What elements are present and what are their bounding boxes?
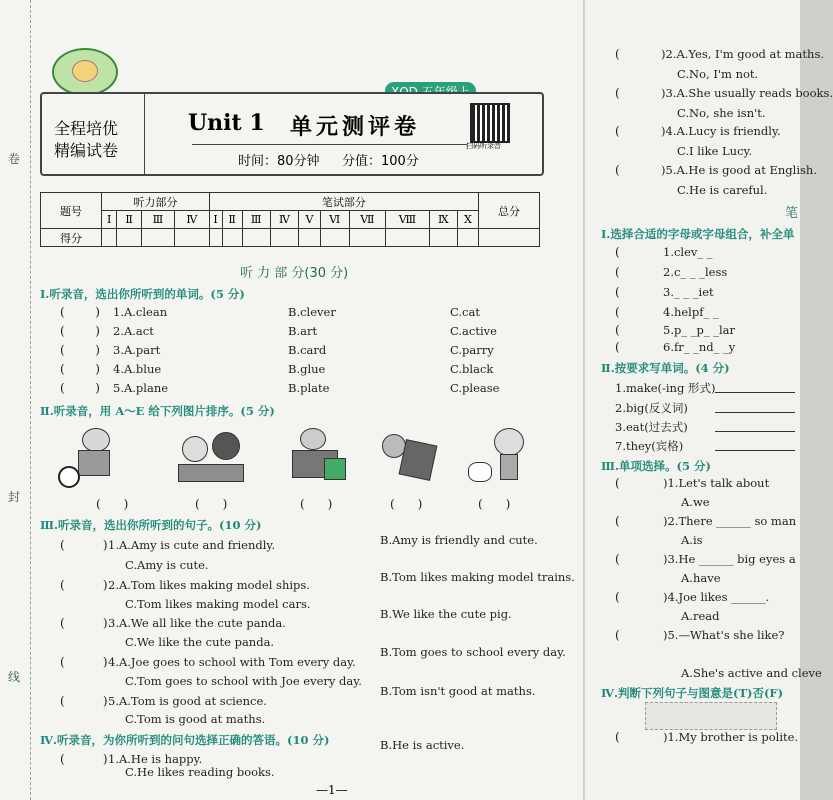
answer-line[interactable] — [715, 431, 795, 432]
option-a: 4.A.Joe goes to school with Tom every day. — [108, 655, 356, 669]
score-cell[interactable] — [141, 229, 174, 247]
answer-paren[interactable]: ( — [615, 552, 620, 566]
col-header: Ⅲ — [141, 211, 174, 229]
w-section-3-title: Ⅲ.单项选择。(5 分) — [601, 459, 711, 473]
option-a: 2.A.act — [113, 324, 154, 338]
page-number: —1— — [316, 783, 348, 797]
col-header: Ⅹ — [457, 211, 478, 229]
answer-paren[interactable]: ( — [615, 124, 620, 138]
section-3-title: Ⅲ.听录音，选出你所听到的句子。(10 分) — [40, 518, 262, 532]
order-paren[interactable]: ( ) — [390, 497, 423, 511]
fill-item: 2.c_ _ _less — [663, 265, 728, 279]
question: )3.He ______ big eyes a — [663, 552, 796, 566]
order-paren[interactable]: ( ) — [195, 497, 228, 511]
answer-line[interactable] — [715, 412, 795, 413]
option-a: 5.A.Tom is good at science. — [108, 694, 267, 708]
two-kids-picture — [178, 428, 248, 486]
score-cell[interactable] — [175, 229, 210, 247]
option-a: )4.A.Lucy is friendly. — [661, 124, 781, 138]
question: )5.—What's she like? — [663, 628, 785, 642]
fill-item: 1.clev_ _ — [663, 245, 713, 259]
answer-paren[interactable]: ( — [615, 245, 620, 259]
option-a: 2.A.Tom likes making model ships. — [108, 578, 310, 592]
answer-paren[interactable]: ( ) — [60, 343, 100, 357]
gutter-char: 线 — [8, 670, 21, 684]
option-a: A.is — [681, 533, 703, 547]
qr-caption: 扫码听录音 — [466, 142, 501, 150]
answer-paren[interactable]: ( ) — [60, 305, 100, 319]
option-c: C.We like the cute panda. — [125, 635, 275, 649]
score-cell[interactable] — [222, 229, 242, 247]
option-a: )2.A.Yes, I'm good at maths. — [661, 47, 824, 61]
answer-paren[interactable]: ( — [615, 163, 620, 177]
answer-paren[interactable]: ( — [615, 476, 620, 490]
option-c: C.Tom likes making model cars. — [125, 597, 311, 611]
option-c: C.He is careful. — [677, 183, 768, 197]
w-section-4-title: Ⅳ.判断下列句子与图意是(T)否(F) — [601, 686, 784, 700]
label-tihao: 题号 — [41, 193, 102, 229]
boy-soccer-picture — [58, 428, 128, 486]
score-cell[interactable] — [242, 229, 270, 247]
option-b: B.art — [288, 324, 318, 338]
series-line2: 精编试卷 — [54, 141, 119, 160]
score-cell[interactable] — [299, 229, 320, 247]
option-a: 1.A.clean — [113, 305, 168, 319]
score-cell[interactable] — [320, 229, 349, 247]
option-c: C.No, she isn't. — [677, 106, 766, 120]
order-paren[interactable]: ( ) — [478, 497, 511, 511]
answer-paren[interactable]: ( — [615, 514, 620, 528]
option-a: 1.A.He is happy. — [108, 752, 203, 766]
label-defen: 得分 — [41, 229, 102, 247]
w-section-2-title: Ⅱ.按要求写单词。(4 分) — [601, 361, 730, 375]
col-header: Ⅴ — [299, 211, 320, 229]
picture-placeholder — [645, 702, 777, 730]
option-a: )5.A.He is good at English. — [661, 163, 817, 177]
answer-line[interactable] — [715, 392, 795, 393]
listening-heading: 听 力 部 分(30 分) — [240, 266, 349, 281]
order-paren[interactable]: ( ) — [300, 497, 333, 511]
col-header: Ⅸ — [429, 211, 457, 229]
word-task: 3.eat(过去式) — [615, 420, 688, 434]
order-paren[interactable]: ( ) — [96, 497, 129, 511]
option-c: C.He likes reading books. — [125, 765, 275, 779]
answer-paren[interactable]: ( — [615, 590, 620, 604]
score-cell[interactable] — [102, 229, 117, 247]
fill-item: 6.fr_ _nd_ _y — [663, 340, 736, 354]
option-b: B.We like the cute pig. — [380, 607, 512, 621]
col-header: Ⅰ — [209, 211, 222, 229]
answer-paren[interactable]: ( ) — [60, 578, 108, 592]
kids-playing-picture — [372, 428, 442, 486]
answer-paren[interactable]: ( — [615, 305, 620, 319]
total-label: 总分 — [479, 193, 540, 229]
option-a: )3.A.She usually reads books. — [661, 86, 833, 100]
section-2-title: Ⅱ.听录音，用 A～E 给下列图片排序。(5 分) — [40, 404, 275, 418]
option-c: C.No, I'm not. — [677, 67, 759, 81]
option-c: C.Tom goes to school with Joe every day. — [125, 674, 362, 688]
w-section-1-title: Ⅰ.选择合适的字母或字母组合，补全单 — [601, 227, 795, 241]
answer-paren[interactable]: ( — [615, 86, 620, 100]
option-b: B.clever — [288, 305, 336, 319]
option-a: 1.A.Amy is cute and friendly. — [108, 538, 276, 552]
listening-label: 听力部分 — [102, 193, 210, 211]
option-a: A.have — [681, 571, 721, 585]
statement: )1.My brother is polite. — [663, 730, 799, 744]
score-cell[interactable] — [270, 229, 299, 247]
option-c: C.black — [450, 362, 494, 376]
score-cell[interactable] — [386, 229, 430, 247]
answer-paren[interactable]: ( ) — [60, 616, 108, 630]
question: )2.There ______ so man — [663, 514, 797, 528]
option-b: B.card — [288, 343, 327, 357]
option-b: B.He is active. — [380, 738, 465, 752]
option-c: C.cat — [450, 305, 480, 319]
binding-gutter — [0, 0, 31, 800]
answer-paren[interactable]: ( — [615, 340, 620, 354]
answer-paren[interactable]: ( — [615, 730, 620, 744]
option-b: B.Tom isn't good at maths. — [380, 684, 536, 698]
word-task: 7.they(宾格) — [615, 439, 684, 453]
option-b: B.glue — [288, 362, 326, 376]
answer-paren[interactable]: ( ) — [60, 381, 100, 395]
fill-item: 4.helpf_ _ — [663, 305, 719, 319]
answer-paren[interactable]: ( — [615, 47, 620, 61]
section-4-title: Ⅳ.听录音，为你所听到的问句选择正确的答语。(10 分) — [40, 733, 330, 747]
question: )4.Joe likes ______. — [663, 590, 770, 604]
col-header: Ⅵ — [320, 211, 349, 229]
fill-item: 3._ _ _iet — [663, 285, 714, 299]
answer-line[interactable] — [715, 450, 795, 451]
written-heading: 笔 — [785, 206, 799, 221]
score-cell[interactable] — [117, 229, 141, 247]
option-a: 3.A.We all like the cute panda. — [108, 616, 286, 630]
girl-dog-picture — [466, 428, 536, 486]
fill-item: 5.p_ _p_ _lar — [663, 323, 736, 337]
option-b: B.plate — [288, 381, 330, 395]
word-task: 2.big(反义词) — [615, 401, 688, 415]
option-c: C.active — [450, 324, 497, 338]
written-label: 笔试部分 — [209, 193, 478, 211]
col-header: Ⅳ — [175, 211, 210, 229]
option-c: C.Tom is good at maths. — [125, 712, 266, 726]
score-cell[interactable] — [479, 229, 540, 247]
col-header: Ⅶ — [349, 211, 385, 229]
option-c: C.please — [450, 381, 500, 395]
col-header: Ⅰ — [102, 211, 117, 229]
exam-time: 时间：80分钟 — [238, 154, 320, 169]
gutter-char: 卷 — [8, 152, 21, 166]
answer-paren[interactable]: ( ) — [60, 538, 108, 552]
score-cell[interactable] — [429, 229, 457, 247]
col-header: Ⅳ — [270, 211, 299, 229]
answer-paren[interactable]: ( ) — [60, 655, 108, 669]
girl-reading-picture — [284, 428, 354, 486]
unit-title: Unit 1 — [188, 110, 265, 136]
answer-paren[interactable]: ( — [615, 323, 620, 337]
series-line1: 全程培优 — [54, 119, 119, 138]
answer-paren[interactable]: ( ) — [60, 362, 100, 376]
tiger-logo-icon — [52, 48, 118, 96]
score-table — [40, 192, 540, 247]
answer-paren[interactable]: ( ) — [60, 324, 100, 338]
answer-paren[interactable]: ( — [615, 265, 620, 279]
col-header: Ⅷ — [386, 211, 430, 229]
option-a: 3.A.part — [113, 343, 161, 357]
option-a: A.we — [681, 495, 710, 509]
option-a: 4.A.blue — [113, 362, 162, 376]
score-cell[interactable] — [457, 229, 478, 247]
exam-score: 分值：100分 — [342, 154, 419, 169]
option-a: 5.A.plane — [113, 381, 169, 395]
option-a: A.read — [681, 609, 720, 623]
qr-code-icon[interactable] — [470, 103, 510, 143]
option-b: B.Tom likes making model trains. — [380, 570, 575, 584]
col-header: Ⅱ — [117, 211, 141, 229]
header-box — [40, 92, 544, 176]
question: )1.Let's talk about — [663, 476, 770, 490]
word-task: 1.make(-ing 形式) — [615, 381, 716, 395]
gutter-char: 封 — [8, 490, 21, 504]
option-b: B.Tom goes to school every day. — [380, 645, 566, 659]
col-header: Ⅱ — [222, 211, 242, 229]
option-a: A.She's active and cleve — [681, 666, 822, 680]
answer-paren[interactable]: ( — [615, 628, 620, 642]
right-page — [585, 0, 833, 800]
option-c: C.Amy is cute. — [125, 558, 209, 572]
option-c: C.parry — [450, 343, 494, 357]
option-b: B.Amy is friendly and cute. — [380, 533, 538, 547]
answer-paren[interactable]: ( ) — [60, 752, 108, 766]
answer-paren[interactable]: ( ) — [60, 694, 108, 708]
section-1-title: Ⅰ.听录音，选出你所听到的单词。(5 分) — [40, 287, 245, 301]
option-c: C.I like Lucy. — [677, 144, 753, 158]
col-header: Ⅲ — [242, 211, 270, 229]
answer-paren[interactable]: ( — [615, 285, 620, 299]
score-cell[interactable] — [349, 229, 385, 247]
score-cell[interactable] — [209, 229, 222, 247]
page-title: 单元测评卷 — [290, 115, 421, 140]
